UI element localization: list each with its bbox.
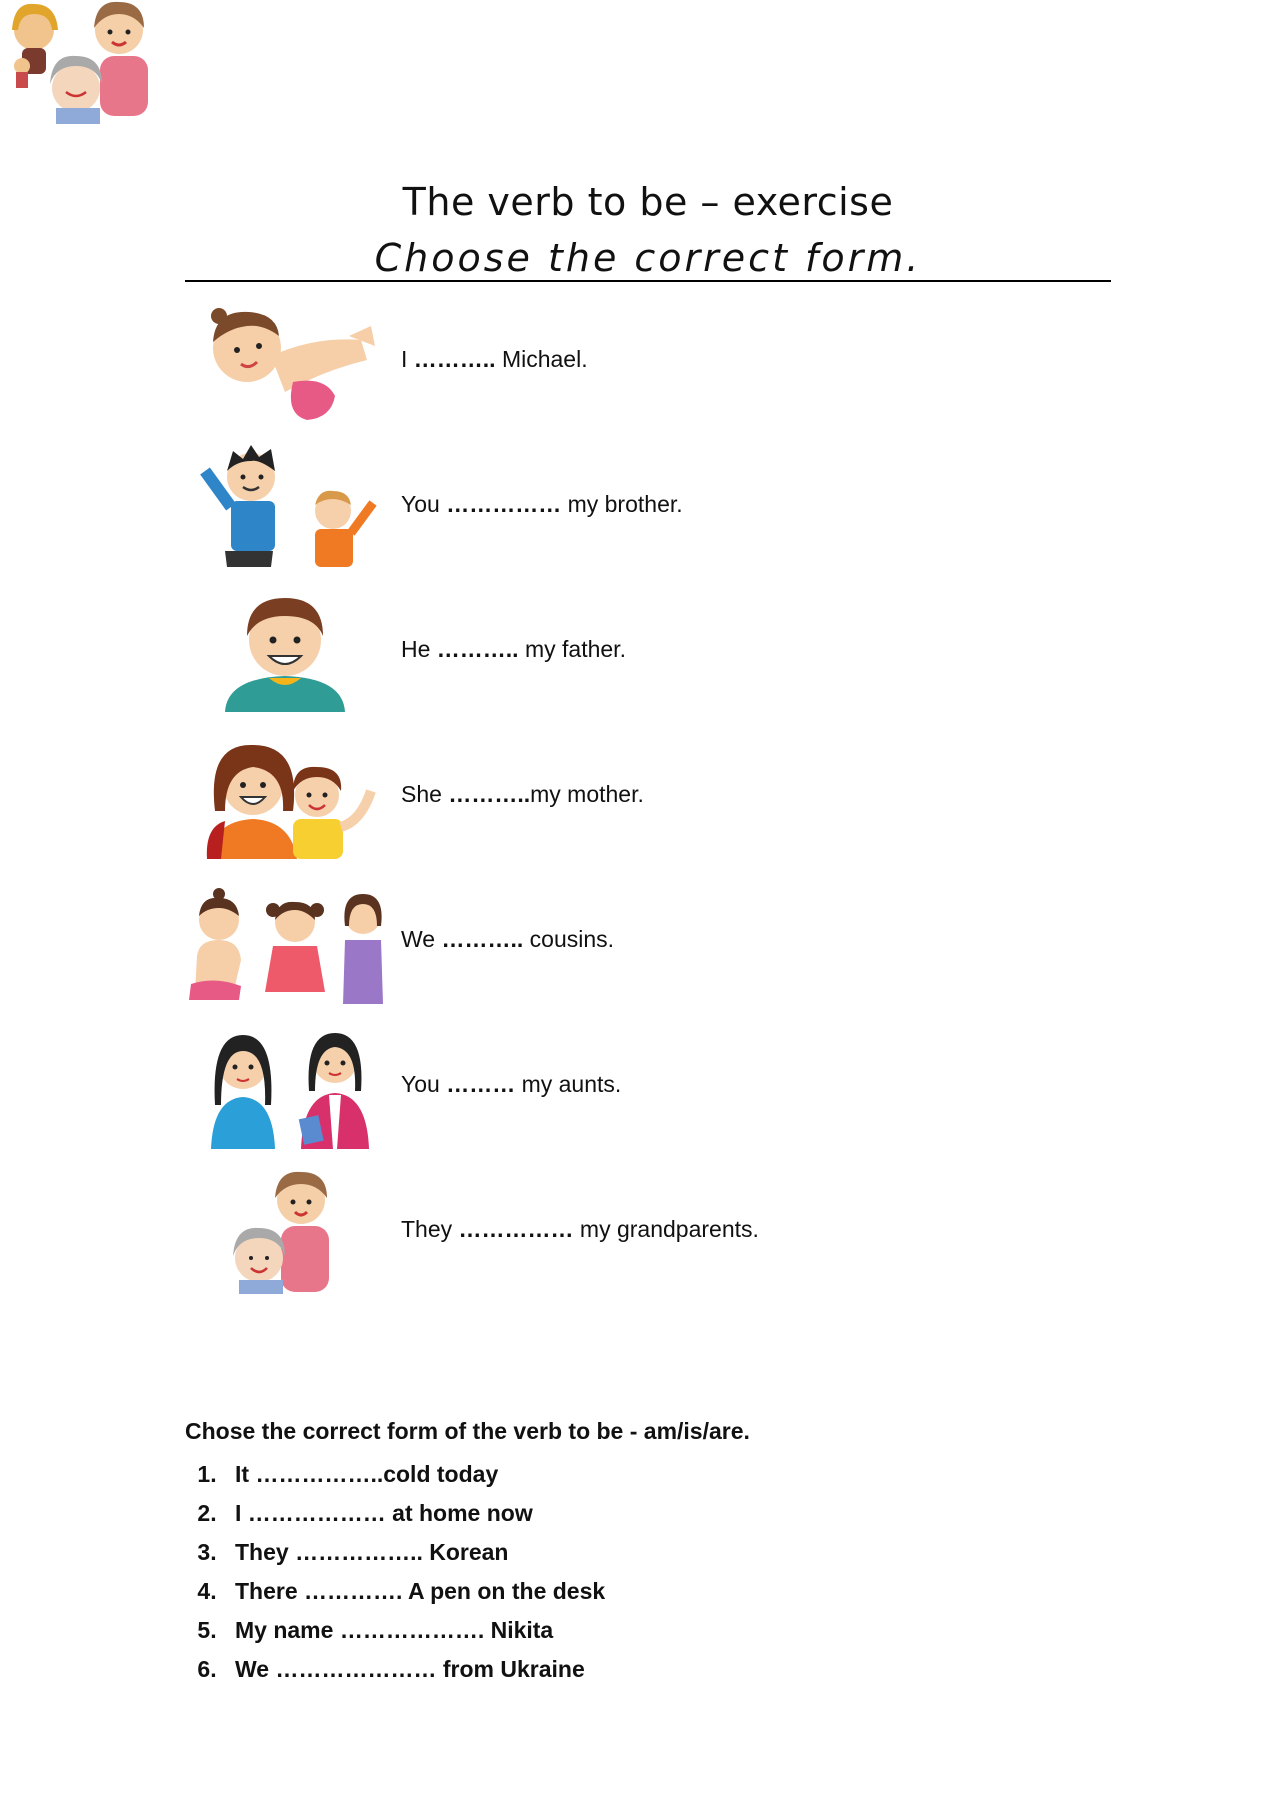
exercise-row bbox=[185, 296, 985, 436]
sentence-7 bbox=[401, 1216, 759, 1243]
sentence-rest: Michael. bbox=[495, 346, 588, 372]
mother-child-picture bbox=[185, 731, 385, 861]
family-logo-icon bbox=[4, 0, 160, 124]
sentence-2 bbox=[401, 491, 683, 518]
sentence-5 bbox=[401, 926, 614, 953]
sentence-subject: You bbox=[401, 1071, 440, 1097]
sentence-subject: They bbox=[401, 1216, 453, 1242]
sentence-1 bbox=[401, 346, 588, 373]
exercise-2-list bbox=[185, 1455, 1085, 1689]
sentence-subject: He bbox=[401, 636, 431, 662]
exercise-row bbox=[185, 731, 985, 871]
blank-dots[interactable]: ……….. bbox=[413, 346, 496, 372]
list-item: 1. It ……………..cold today bbox=[223, 1455, 1085, 1494]
exercise-row bbox=[185, 1166, 985, 1306]
cousins-picture bbox=[185, 876, 385, 1006]
exercise-row bbox=[185, 586, 985, 726]
sentence-subject: She bbox=[401, 781, 442, 807]
exercise-row bbox=[185, 1021, 985, 1161]
exercise-row bbox=[185, 876, 985, 1016]
blank-dots[interactable]: ……… bbox=[446, 1071, 516, 1097]
blank-dots[interactable]: ……….. bbox=[436, 636, 519, 662]
sentence-4 bbox=[401, 781, 644, 808]
list-item: 6. We ………………… from Ukraine bbox=[223, 1650, 1085, 1689]
sentence-subject: I bbox=[401, 346, 408, 372]
exercise-2-heading: Chose the correct form of the verb to be - am/is/are. bbox=[185, 1418, 750, 1444]
sentence-6 bbox=[401, 1071, 621, 1098]
blank-dots[interactable]: …………… bbox=[458, 1216, 574, 1242]
list-item: 2. I ……………… at home now bbox=[223, 1494, 1085, 1533]
sentence-rest: cousins. bbox=[523, 926, 615, 952]
title-divider bbox=[185, 280, 1111, 282]
sentence-rest: my grandparents. bbox=[573, 1216, 759, 1242]
sentence-subject: You bbox=[401, 491, 440, 517]
list-item: 5. My name ………………. Nikita bbox=[223, 1611, 1085, 1650]
list-item: 3. They …………….. Korean bbox=[223, 1533, 1085, 1572]
blank-dots[interactable]: ……….. bbox=[448, 781, 531, 807]
blank-dots[interactable]: ……….. bbox=[441, 926, 524, 952]
blank-dots[interactable]: …………… bbox=[446, 491, 562, 517]
sentence-rest: my mother. bbox=[530, 781, 644, 807]
sentence-subject: We bbox=[401, 926, 436, 952]
aunts-picture bbox=[185, 1021, 385, 1151]
page-subtitle: Choose the correct form. bbox=[374, 236, 922, 280]
father-picture bbox=[185, 586, 385, 716]
exercise-row bbox=[185, 441, 985, 581]
sentence-3 bbox=[401, 636, 626, 663]
list-item: 4. There …………. A pen on the desk bbox=[223, 1572, 1085, 1611]
sentence-rest: my aunts. bbox=[515, 1071, 622, 1097]
brothers-picture bbox=[185, 441, 385, 571]
sentence-rest: my brother. bbox=[561, 491, 683, 517]
page-title: The verb to be – exercise bbox=[402, 180, 894, 224]
grandparents-picture bbox=[185, 1166, 385, 1296]
sentence-rest: my father. bbox=[518, 636, 626, 662]
baby-picture bbox=[185, 296, 385, 426]
exercise-2 bbox=[185, 1418, 1085, 1689]
